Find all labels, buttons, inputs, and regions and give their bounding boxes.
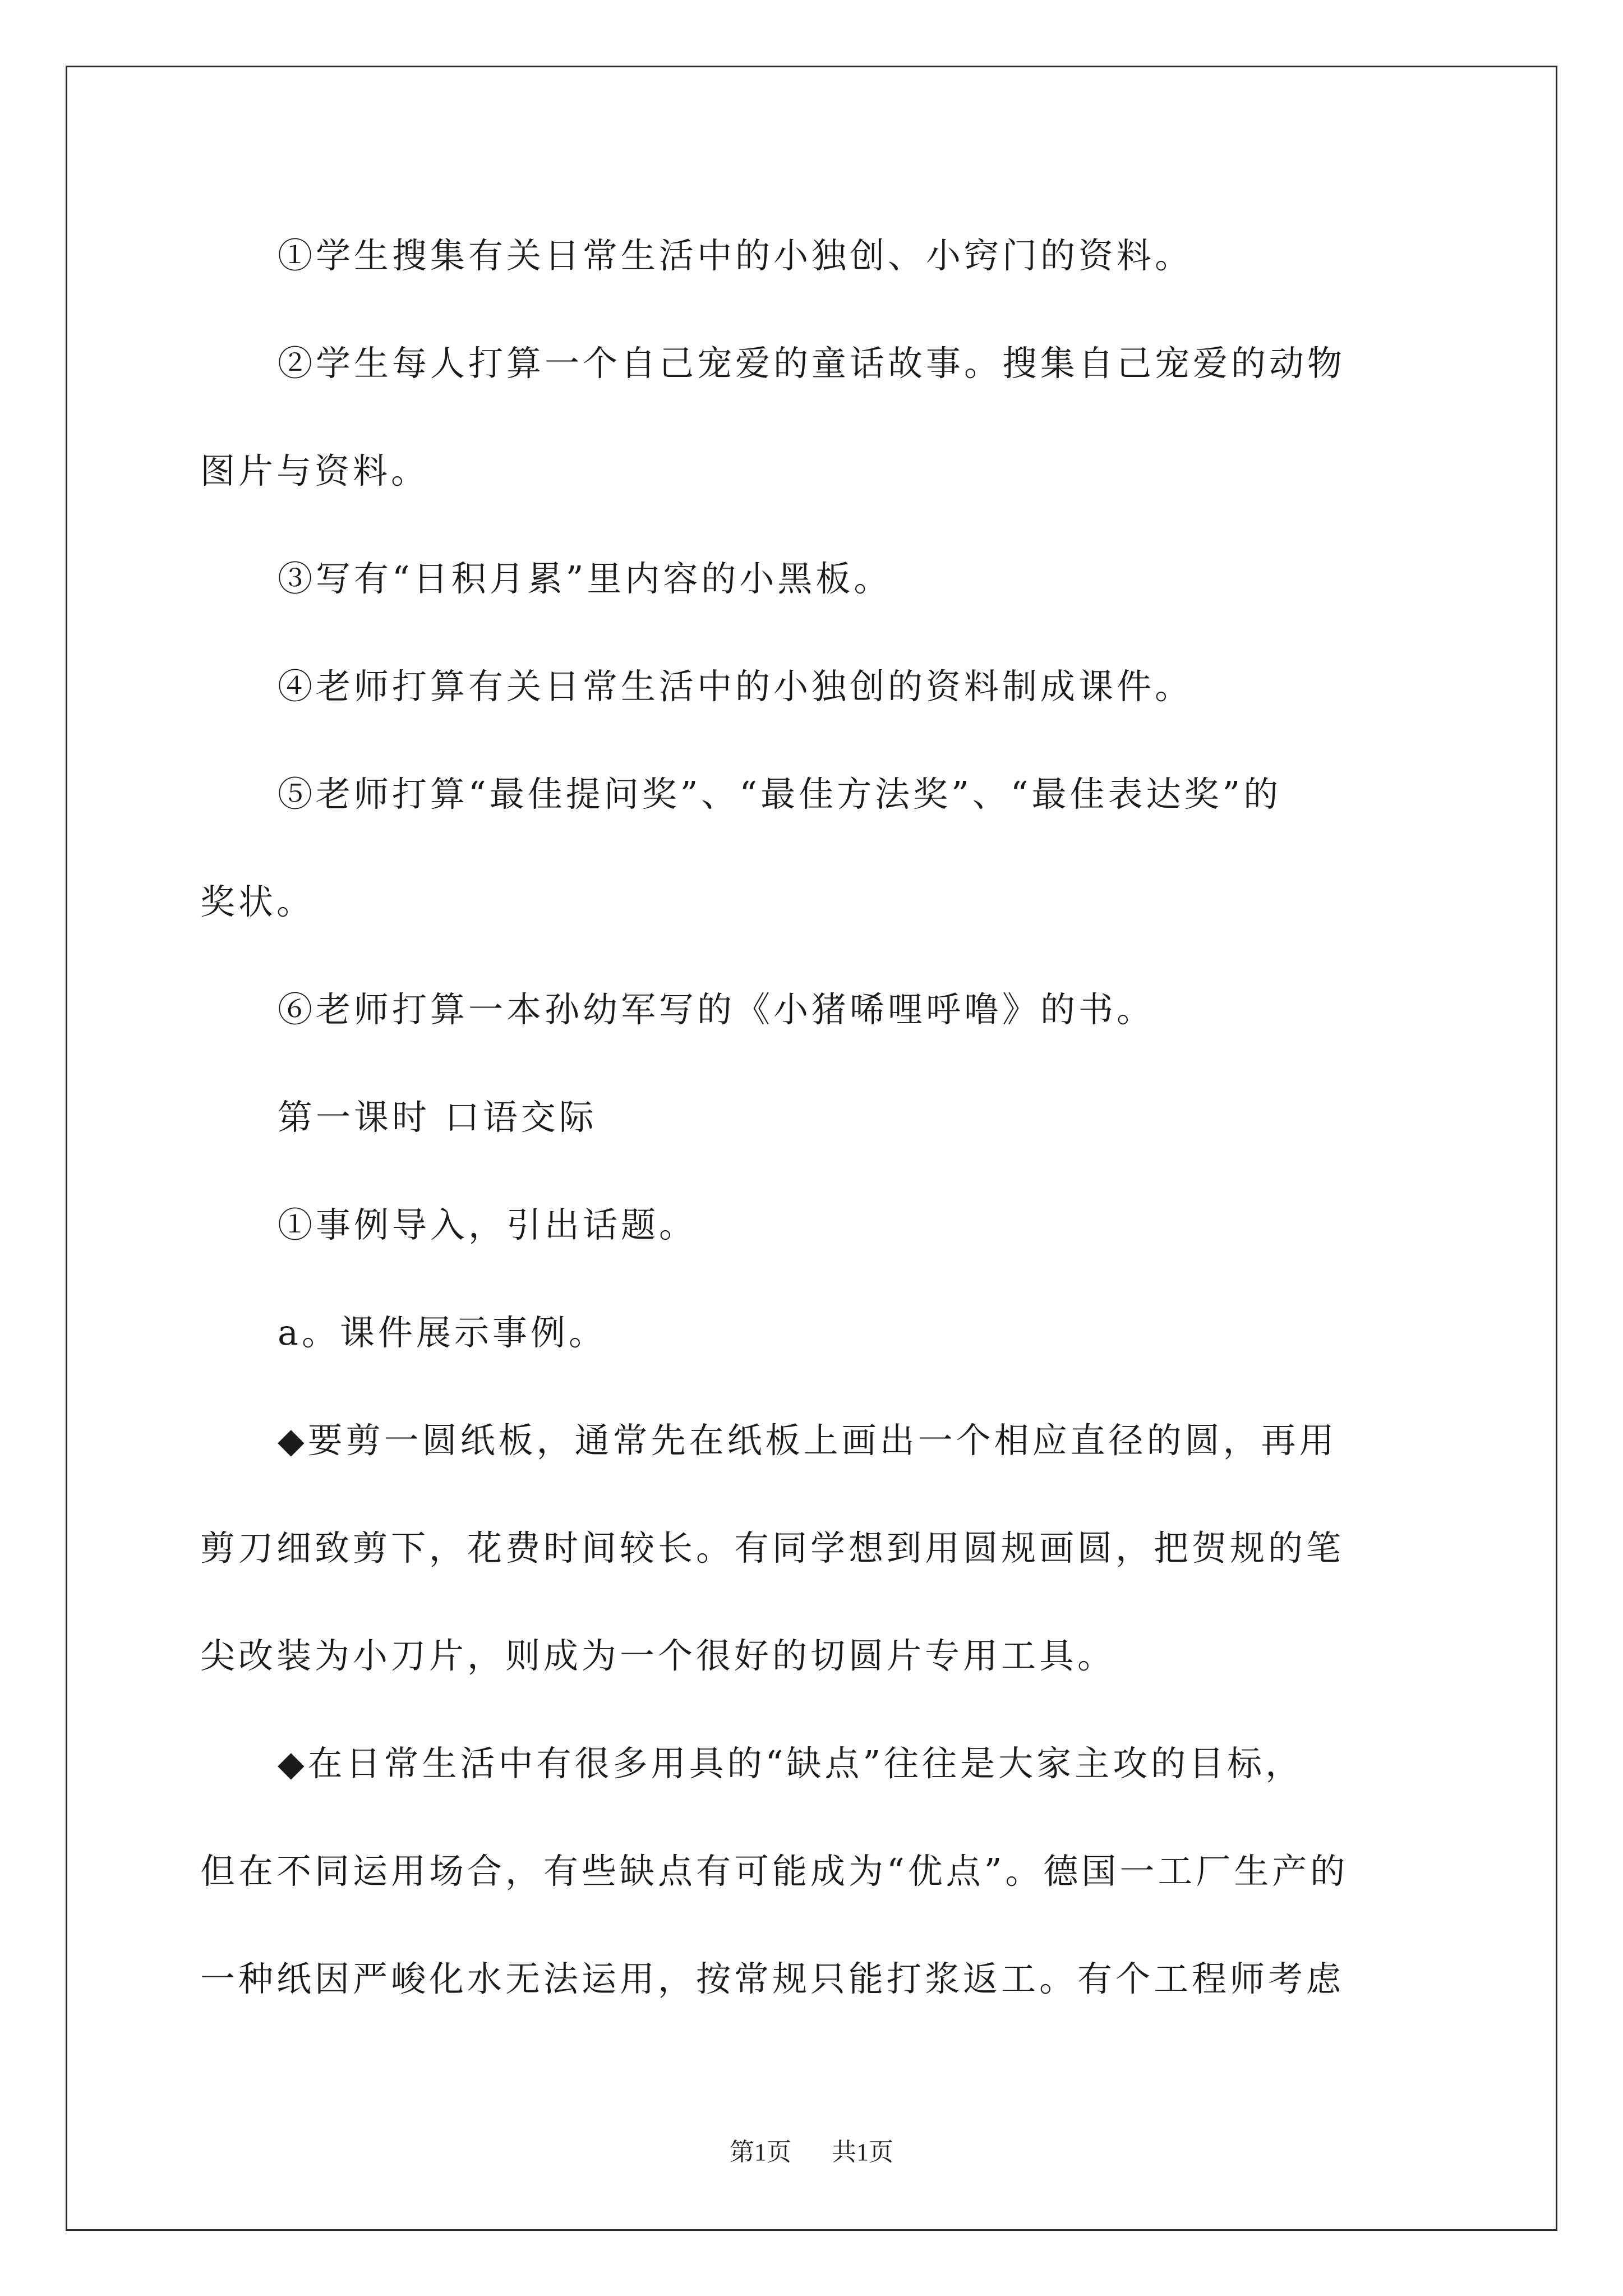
text-line: 奖状。 (200, 881, 315, 922)
page-number-current: 第1页 (730, 2138, 791, 2166)
text-line: 剪刀细致剪下，花费时间较长。有同学想到用圆规画圆，把贺规的笔 (200, 1527, 1345, 1568)
text-line: ①学生搜集有关日常生活中的小独创、小窍门的资料。 (278, 235, 1193, 276)
text-line: ◆要剪一圆纸板，通常先在纸板上画出一个相应直径的圆，再用 (278, 1420, 1338, 1461)
text-line: ④老师打算有关日常生活中的小独创的资料制成课件。 (278, 666, 1193, 707)
text-line: 图片与资料。 (200, 450, 430, 491)
text-line: ⑤老师打算“最佳提问奖”、“最佳方法奖”、“最佳表达奖”的 (278, 774, 1282, 815)
text-line: a。课件展示事例。 (278, 1312, 607, 1353)
text-line: ①事例导入，引出话题。 (278, 1204, 698, 1245)
section-heading: 第一课时 口语交际 (278, 1097, 597, 1138)
text-line: 尖改装为小刀片，则成为一个很好的切圆片专用工具。 (200, 1635, 1116, 1676)
document-body (200, 202, 1434, 2033)
text-line: 一种纸因严峻化水无法运用，按常规只能打浆返工。有个工程师考虑 (200, 1958, 1345, 1999)
text-line: 但在不同运用场合，有些缺点有可能成为“优点”。德国一工厂生产的 (200, 1851, 1349, 1892)
page-number-total: 共1页 (832, 2138, 893, 2166)
text-line: ②学生每人打算一个自己宠爱的童话故事。搜集自己宠爱的动物 (278, 343, 1346, 384)
text-line: ⑥老师打算一本孙幼军写的《小猪唏哩呼噜》的书。 (278, 989, 1155, 1030)
page-footer (0, 2132, 1623, 2168)
text-line: ③写有“日积月累”里内容的小黑板。 (278, 558, 892, 599)
text-line: ◆在日常生活中有很多用具的“缺点”往往是大家主攻的目标， (278, 1743, 1304, 1784)
